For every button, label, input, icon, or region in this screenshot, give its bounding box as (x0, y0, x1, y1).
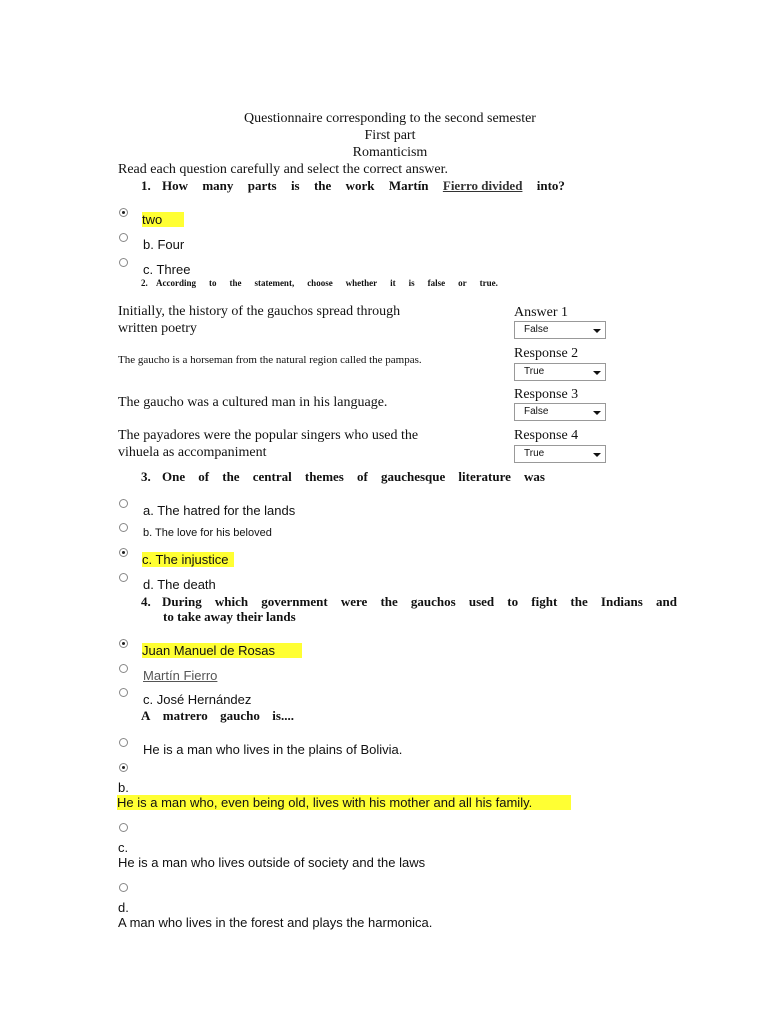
response-4-label: Response 4 (514, 428, 579, 443)
q5-option-c-prefix: c. (118, 840, 129, 855)
q1-option-a-radio[interactable] (119, 208, 128, 217)
q1-option-b-label: b. Four (143, 237, 185, 252)
response-4-value: True (524, 448, 545, 459)
q4-option-c-radio[interactable] (119, 688, 128, 697)
q4-option-a-radio[interactable] (119, 639, 128, 648)
q3-word: literature (458, 469, 511, 484)
instructions: Read each question carefully and select the correct answer. (118, 162, 449, 177)
question-1-text (162, 178, 565, 194)
q3-word: the (222, 469, 240, 484)
answer-1-select[interactable] (514, 321, 606, 339)
q4-word: used (468, 594, 495, 609)
q5-option-b-radio[interactable] (119, 763, 128, 772)
question-3-text (162, 469, 545, 485)
q1-link[interactable]: Fierro divided (442, 178, 523, 193)
q5-option-a-radio[interactable] (119, 738, 128, 747)
q4-word: were (340, 594, 368, 609)
statement-4-line2: vihuela as accompaniment (118, 445, 267, 460)
q2-word: or (458, 278, 467, 288)
q3-word: central (252, 469, 292, 484)
statement-3-text: The gaucho was a cultured man in his language. (118, 395, 388, 410)
q5-option-b-prefix: b. (118, 780, 129, 795)
question-3-number: 3. (141, 469, 151, 484)
q3-word: gauchesque (380, 469, 446, 484)
question-2-text (156, 278, 498, 288)
statement-1-line1: Initially, the history of the gauchos spread through (118, 304, 401, 319)
chevron-down-icon (593, 371, 601, 375)
q4-option-c-label: c. José Hernández (143, 692, 252, 707)
question-4-line2: to take away their lands (163, 609, 296, 624)
answer-1-label: Answer 1 (514, 305, 569, 320)
q4-word: gauchos (410, 594, 456, 609)
q1-word: work (345, 178, 375, 193)
q1-word: parts (247, 178, 277, 193)
q3-option-a-label: a. The hatred for the lands (143, 503, 296, 518)
question-1-number: 1. (141, 178, 151, 193)
q1-word: many (202, 178, 234, 193)
question-2-number: 2. (141, 278, 148, 288)
q3-option-b-radio[interactable] (119, 523, 128, 532)
response-2-select[interactable] (514, 363, 606, 381)
q1-word: is (290, 178, 300, 193)
page-subtitle-part: First part (364, 128, 416, 143)
q1-word: the (313, 178, 332, 193)
q3-word: of (198, 469, 210, 484)
q3-word: of (357, 469, 368, 484)
q4-word: the (380, 594, 398, 609)
q2-word: false (427, 278, 446, 288)
response-2-value: True (524, 366, 545, 377)
q2-word: the (229, 278, 242, 288)
q1-option-a-label: two (142, 212, 184, 227)
q1-word: Martín (388, 178, 429, 193)
q3-word: was (524, 469, 545, 484)
question-5-text (141, 708, 294, 724)
q4-option-b-radio[interactable] (119, 664, 128, 673)
response-2-label: Response 2 (514, 346, 579, 361)
q4-word: government (261, 594, 328, 609)
q5-option-a-label: He is a man who lives in the plains of Bolivia. (143, 742, 403, 757)
q5-option-d-label: A man who lives in the forest and plays the harmonica. (118, 915, 433, 930)
chevron-down-icon (593, 453, 601, 457)
statement-2-text: The gaucho is a horseman from the natural region called the pampas. (118, 354, 422, 366)
q5-option-d-prefix: d. (118, 900, 129, 915)
response-3-value: False (524, 406, 549, 417)
q2-word: whether (345, 278, 378, 288)
q3-option-d-radio[interactable] (119, 573, 128, 582)
q3-word: themes (304, 469, 344, 484)
q4-word: the (570, 594, 588, 609)
q2-word: is (408, 278, 415, 288)
q4-word: to (507, 594, 519, 609)
question-4-text (162, 594, 677, 610)
q4-word: fight (531, 594, 558, 609)
q2-word: choose (307, 278, 333, 288)
q1-word: How (162, 178, 188, 193)
answer-1-value: False (524, 324, 549, 335)
q5-option-c-label: He is a man who lives outside of society and the laws (118, 855, 426, 870)
chevron-down-icon (593, 411, 601, 415)
q5-option-b-label: He is a man who, even being old, lives with his mother and all his family. (117, 795, 571, 810)
q4-word: Indians (600, 594, 643, 609)
q5-word: matrero (162, 708, 208, 723)
statement-1-line2: written poetry (118, 321, 197, 336)
q3-option-c-radio[interactable] (119, 548, 128, 557)
page-title: Questionnaire corresponding to the second semester (244, 111, 536, 126)
q1-option-c-label: c. Three (143, 262, 191, 277)
response-3-select[interactable] (514, 403, 606, 421)
q5-option-d-radio[interactable] (119, 883, 128, 892)
q3-word: One (162, 469, 186, 484)
q5-word: A (141, 708, 151, 723)
q3-option-c-label: c. The injustice (142, 552, 234, 567)
q5-word: gaucho (220, 708, 260, 723)
page-topic: Romanticism (352, 145, 428, 160)
q3-option-b-label: b. The love for his beloved (143, 527, 272, 539)
q4-word: which (214, 594, 249, 609)
q4-option-a-label: Juan Manuel de Rosas (142, 643, 302, 658)
q5-option-c-radio[interactable] (119, 823, 128, 832)
q1-word: into? (536, 178, 565, 193)
response-3-label: Response 3 (514, 387, 579, 402)
q2-word: true. (479, 278, 498, 288)
q2-word: statement, (254, 278, 295, 288)
q2-word: According (156, 278, 196, 288)
q4-option-b-link[interactable]: Martín Fierro (143, 668, 218, 683)
question-4-number: 4. (141, 594, 151, 609)
q4-word: During (162, 594, 202, 609)
response-4-select[interactable] (514, 445, 606, 463)
q3-option-a-radio[interactable] (119, 499, 128, 508)
q2-word: to (208, 278, 217, 288)
chevron-down-icon (593, 329, 601, 333)
q1-option-c-radio[interactable] (119, 258, 128, 267)
q3-option-d-label: d. The death (143, 577, 216, 592)
statement-4-line1: The payadores were the popular singers who used the (118, 428, 419, 443)
q1-option-b-radio[interactable] (119, 233, 128, 242)
q2-word: it (390, 278, 396, 288)
q5-word: is.... (272, 708, 294, 723)
q4-word: and (655, 594, 677, 609)
